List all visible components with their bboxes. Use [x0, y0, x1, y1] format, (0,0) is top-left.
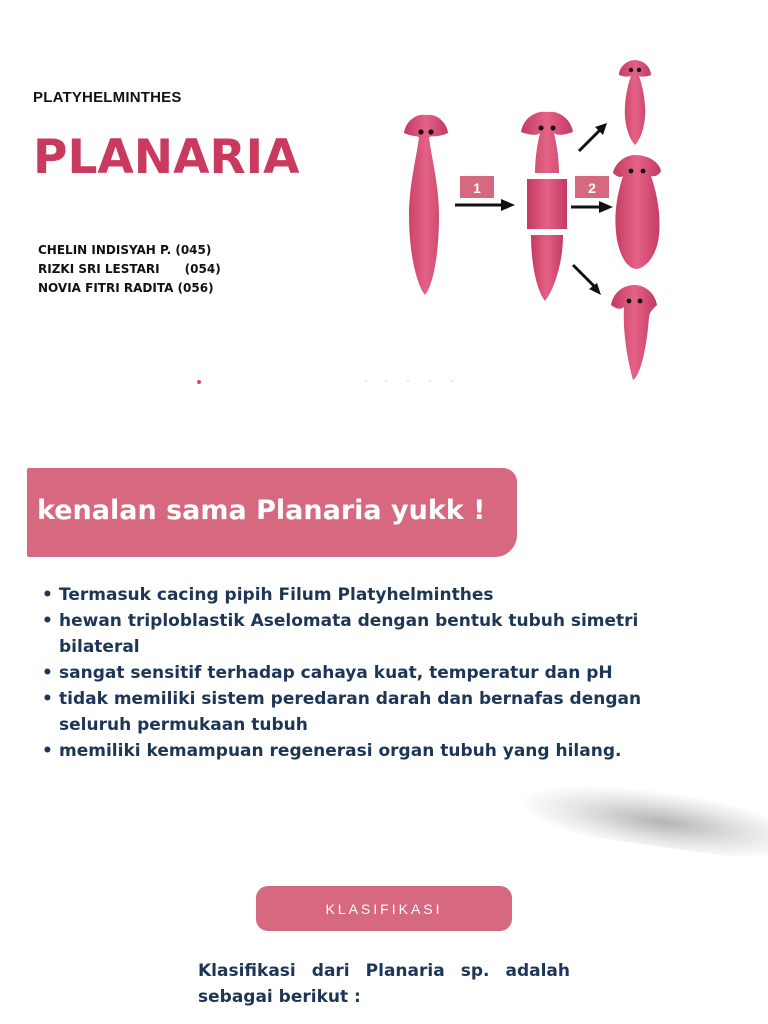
planaria-regenerated-middle-icon — [613, 155, 661, 269]
step-1-text: 1 — [473, 180, 481, 196]
klasifikasi-intro-text: Klasifikasi dari Planaria sp. adalah sebagai berikut : — [198, 961, 570, 1007]
bullet-icon: • — [42, 689, 53, 709]
page-title: PLANARIA — [33, 130, 300, 185]
intro-heading: kenalan sama Planaria yukk ! — [37, 495, 486, 526]
planaria-cut-icon — [521, 112, 573, 301]
klasifikasi-button-label: KLASIFIKASI — [325, 900, 443, 917]
arrow-right-icon — [455, 199, 515, 211]
list-item-text: sangat sensitif terhadap cahaya kuat, temperatur dan pH — [59, 663, 613, 683]
bullet-icon: • — [42, 585, 53, 605]
list-item-text: hewan triploblastik Aselomata dengan bentuk tubuh simetri bilateral — [59, 611, 639, 657]
list-item-text: memiliki kemampuan regenerasi organ tubuh yang hilang. — [59, 741, 622, 761]
decorative-shadow — [517, 772, 768, 863]
planaria-regenerated-top-icon — [619, 60, 651, 145]
list-item — [42, 686, 662, 738]
page-subtitle: PLATYHELMINTHES — [33, 89, 182, 106]
list-item-text: tidak memiliki sistem peredaran darah dan bernafas dengan seluruh permukaan tubuh — [59, 689, 642, 735]
bullet-icon: • — [42, 741, 53, 761]
arrow-up-right-icon — [579, 123, 607, 151]
planaria-regenerated-bottom-icon — [611, 285, 657, 380]
klasifikasi-button[interactable] — [256, 886, 512, 931]
list-item — [42, 660, 662, 686]
author-item: RIZKI SRI LESTARI (054) — [38, 262, 221, 276]
facts-list — [42, 582, 662, 764]
author-list — [38, 241, 221, 298]
list-item — [42, 582, 662, 608]
step-1-label — [460, 176, 494, 198]
author-item: CHELIN INDISYAH P. (045) — [38, 243, 212, 257]
step-2-label — [575, 176, 609, 198]
list-item-text: Termasuk cacing pipih Filum Platyhelminthes — [59, 585, 494, 605]
intro-banner — [27, 468, 517, 557]
arrow-down-right-icon — [573, 265, 601, 295]
bullet-icon: • — [42, 611, 53, 631]
list-item — [42, 738, 662, 764]
arrow-right-icon — [571, 201, 613, 213]
list-item — [42, 608, 662, 660]
decorative-dots — [196, 379, 466, 385]
planaria-whole-icon — [404, 115, 448, 295]
step-2-text: 2 — [588, 180, 596, 196]
bullet-icon: • — [42, 663, 53, 683]
planaria-regeneration-diagram — [395, 55, 675, 390]
author-item: NOVIA FITRI RADITA (056) — [38, 281, 214, 295]
